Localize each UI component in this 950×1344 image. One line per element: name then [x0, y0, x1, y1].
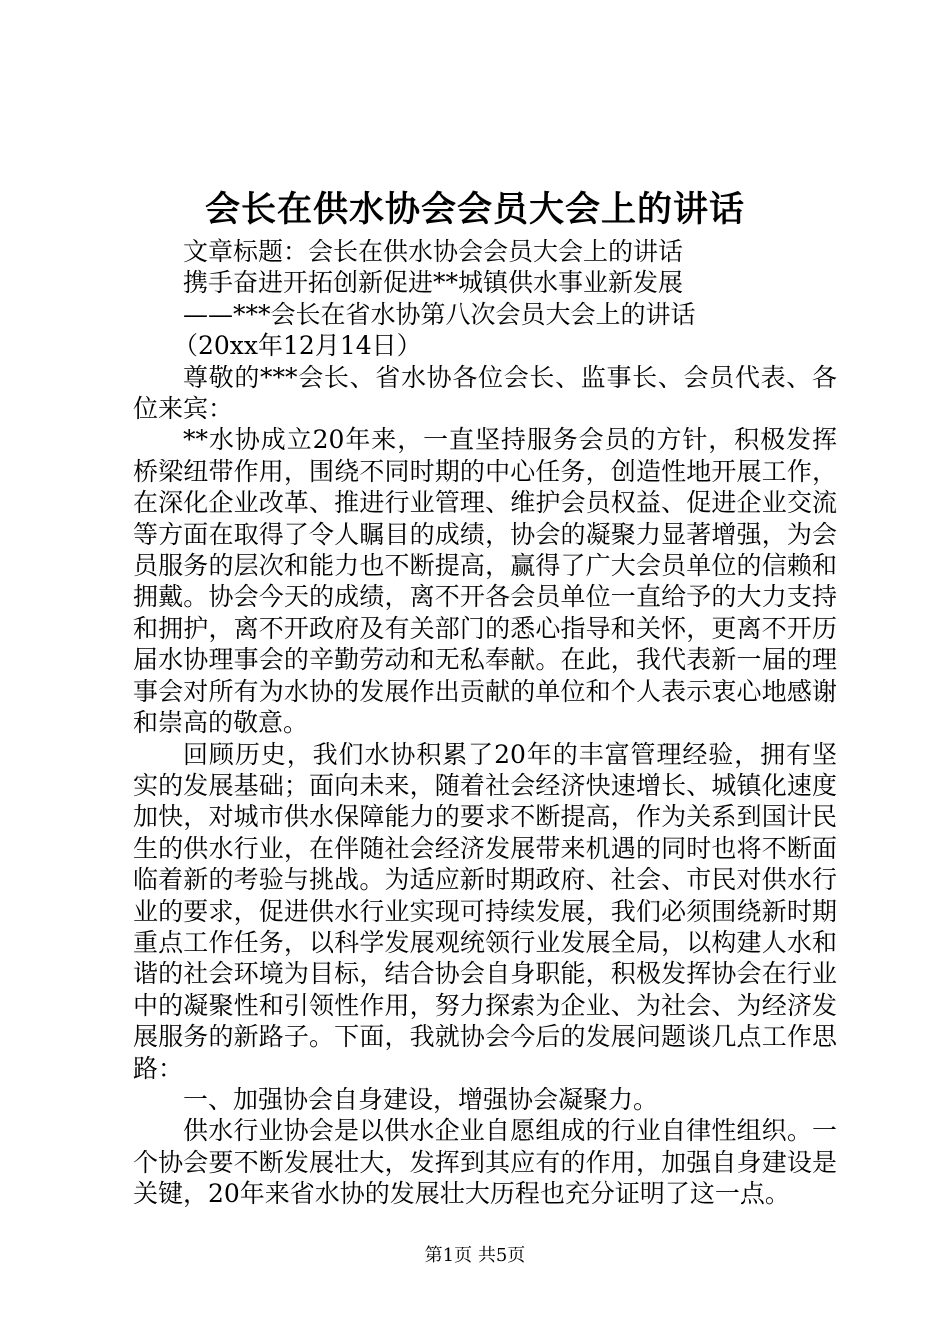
section-heading: 一、加强协会自身建设，增强协会凝聚力。	[183, 1084, 659, 1114]
body-paragraph: **水协成立20年来，一直坚持服务会员的方针，积极发挥桥梁纽带作用，围绕不同时期的中心任务，创造性地开展工作，在深化企业改革、推进行业管理、维护会员权益、促进企业交流等方面在取得了令人瞩目的成绩，协会的凝聚力显著增强，为会员服务的层次和能力也不断提高，赢得了广大会员单位的信赖和拥戴。协会今天的成绩，离不开各会员单位一直给予的大力支持和拥护，离不开政府及有关部门的悉心指导和关怀，更离不开历届水协理事会的辛勤劳动和无私奉献。在此，我代表新一届的理事会对所有为水协的发展作出贡献的单位和个人表示衷心地感谢和崇高的敬意。	[133, 425, 837, 738]
article-title-line: 文章标题：会长在供水协会会员大会上的讲话	[183, 237, 684, 266]
page-footer: 第1页 共5页	[424, 1245, 526, 1266]
body-paragraph: 回顾历史，我们水协积累了20年的丰富管理经验，拥有坚实的发展基础；面向未来，随着社会经济快速增长、城镇化速度加快，对城市供水保障能力的要求不断提高，作为关系到国计民生的供水行业，在伴随社会经济发展带来机遇的同时也将不断面临着新的考验与挑战。为适应新时期政府、社会、市民对供水行业的要求，促进供水行业实现可持续发展，我们必须围绕新时期重点工作任务，以科学发展观统领行业发展全局，以构建人水和谐的社会环境为目标，结合协会自身职能，积极发挥协会在行业中的凝聚性和引领性作用，努力探索为企业、为社会、为经济发展服务的新路子。下面，我就协会今后的发展问题谈几点工作思路：	[133, 739, 837, 1083]
salutation-paragraph: 尊敬的***会长、省水协各位会长、监事长、会员代表、各位来宾：	[133, 362, 837, 424]
speech-date: （20xx年12月14日）	[173, 331, 422, 361]
speaker-line: ——***会长在省水协第八次会员大会上的讲话	[183, 299, 696, 329]
page-title: 会长在供水协会会员大会上的讲话	[204, 189, 745, 230]
document-body	[133, 236, 837, 1210]
body-paragraph: 供水行业协会是以供水企业自愿组成的行业自律性组织。一个协会要不断发展壮大，发挥到其应有的作用，加强自身建设是关键，20年来省水协的发展壮大历程也充分证明了这一点。	[133, 1116, 837, 1209]
speech-subtitle: 携手奋进开拓创新促进**城镇供水事业新发展	[183, 268, 684, 298]
